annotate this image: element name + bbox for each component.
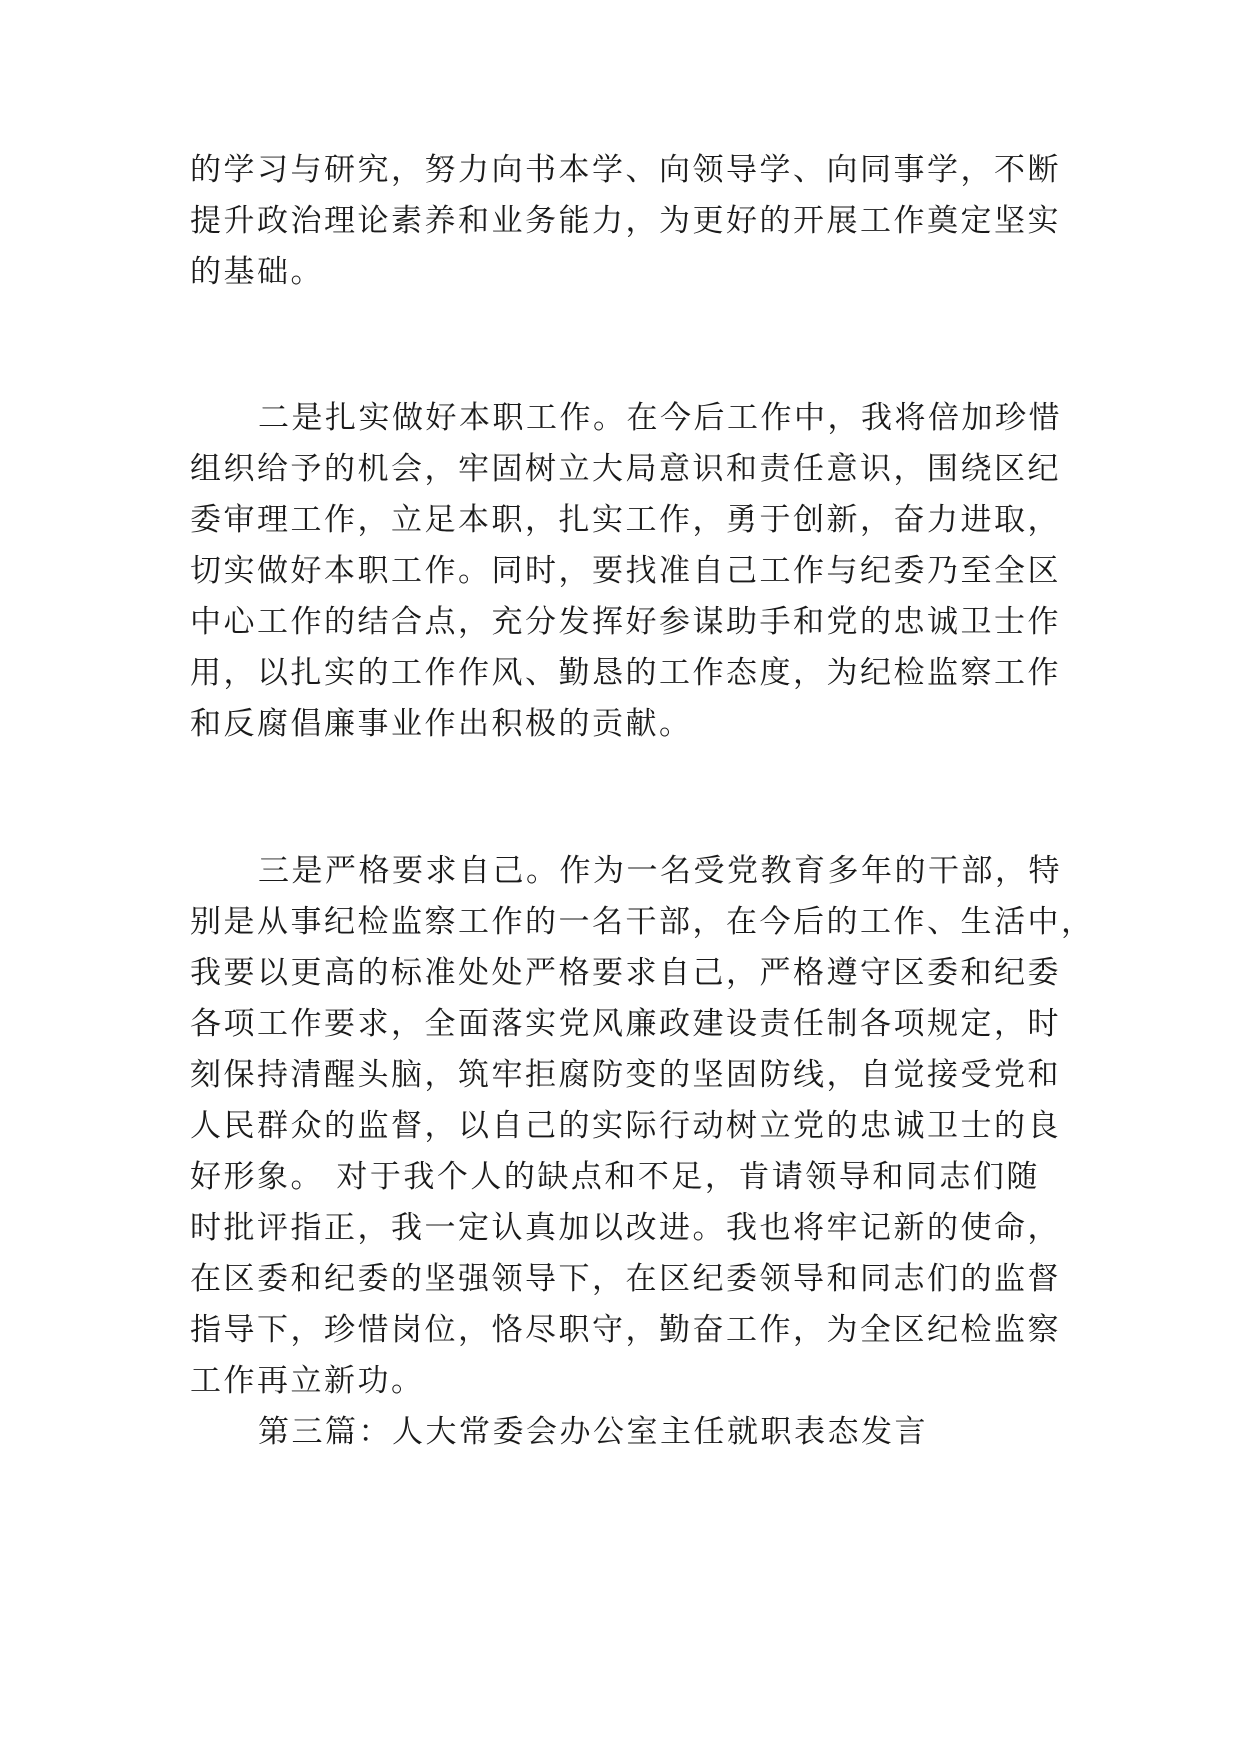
paragraph-line: 二是扎实做好本职工作。在今后工作中，我将倍加珍惜 [258, 400, 1062, 436]
paragraph-line: 切实做好本职工作。同时，要找准自己工作与纪委乃至全区 [190, 553, 1061, 589]
paragraph-line: 指导下，珍惜岗位，恪尽职守，勤奋工作，为全区纪检监察 [190, 1312, 1061, 1348]
paragraph-line: 中心工作的结合点，充分发挥好参谋助手和党的忠诚卫士作 [190, 604, 1061, 640]
section-heading: 第三篇：人大常委会办公室主任就职表态发言 [258, 1414, 928, 1450]
paragraph-line: 的基础。 [190, 254, 324, 290]
paragraph-line: 刻保持清醒头脑，筑牢拒腐防变的坚固防线，自觉接受党和 [190, 1057, 1061, 1093]
paragraph-line: 好形象。 对于我个人的缺点和不足，肯请领导和同志们随 [190, 1159, 1040, 1195]
paragraph-line: 我要以更高的标准处处严格要求自己，严格遵守区委和纪委 [190, 955, 1061, 991]
paragraph-line: 委审理工作，立足本职，扎实工作，勇于创新，奋力进取， [190, 502, 1061, 538]
paragraph-line: 在区委和纪委的坚强领导下，在区纪委领导和同志们的监督 [190, 1261, 1061, 1297]
paragraph-line: 用，以扎实的工作作风、勤恳的工作态度，为纪检监察工作 [190, 655, 1061, 691]
paragraph-line: 的学习与研究，努力向书本学、向领导学、向同事学，不断 [190, 152, 1061, 188]
paragraph-line: 别是从事纪检监察工作的一名干部，在今后的工作、生活中， [190, 904, 1095, 940]
paragraph-line: 组织给予的机会，牢固树立大局意识和责任意识，围绕区纪 [190, 451, 1061, 487]
paragraph-line: 三是严格要求自己。作为一名受党教育多年的干部，特 [258, 853, 1062, 889]
paragraph-line: 工作再立新功。 [190, 1363, 425, 1399]
paragraph-line: 和反腐倡廉事业作出积极的贡献。 [190, 706, 693, 742]
paragraph-line: 提升政治理论素养和业务能力，为更好的开展工作奠定坚实 [190, 203, 1061, 239]
paragraph-line: 各项工作要求，全面落实党风廉政建设责任制各项规定，时 [190, 1006, 1061, 1042]
paragraph-line: 人民群众的监督，以自己的实际行动树立党的忠诚卫士的良 [190, 1108, 1061, 1144]
paragraph-line: 时批评指正，我一定认真加以改进。我也将牢记新的使命， [190, 1210, 1061, 1246]
